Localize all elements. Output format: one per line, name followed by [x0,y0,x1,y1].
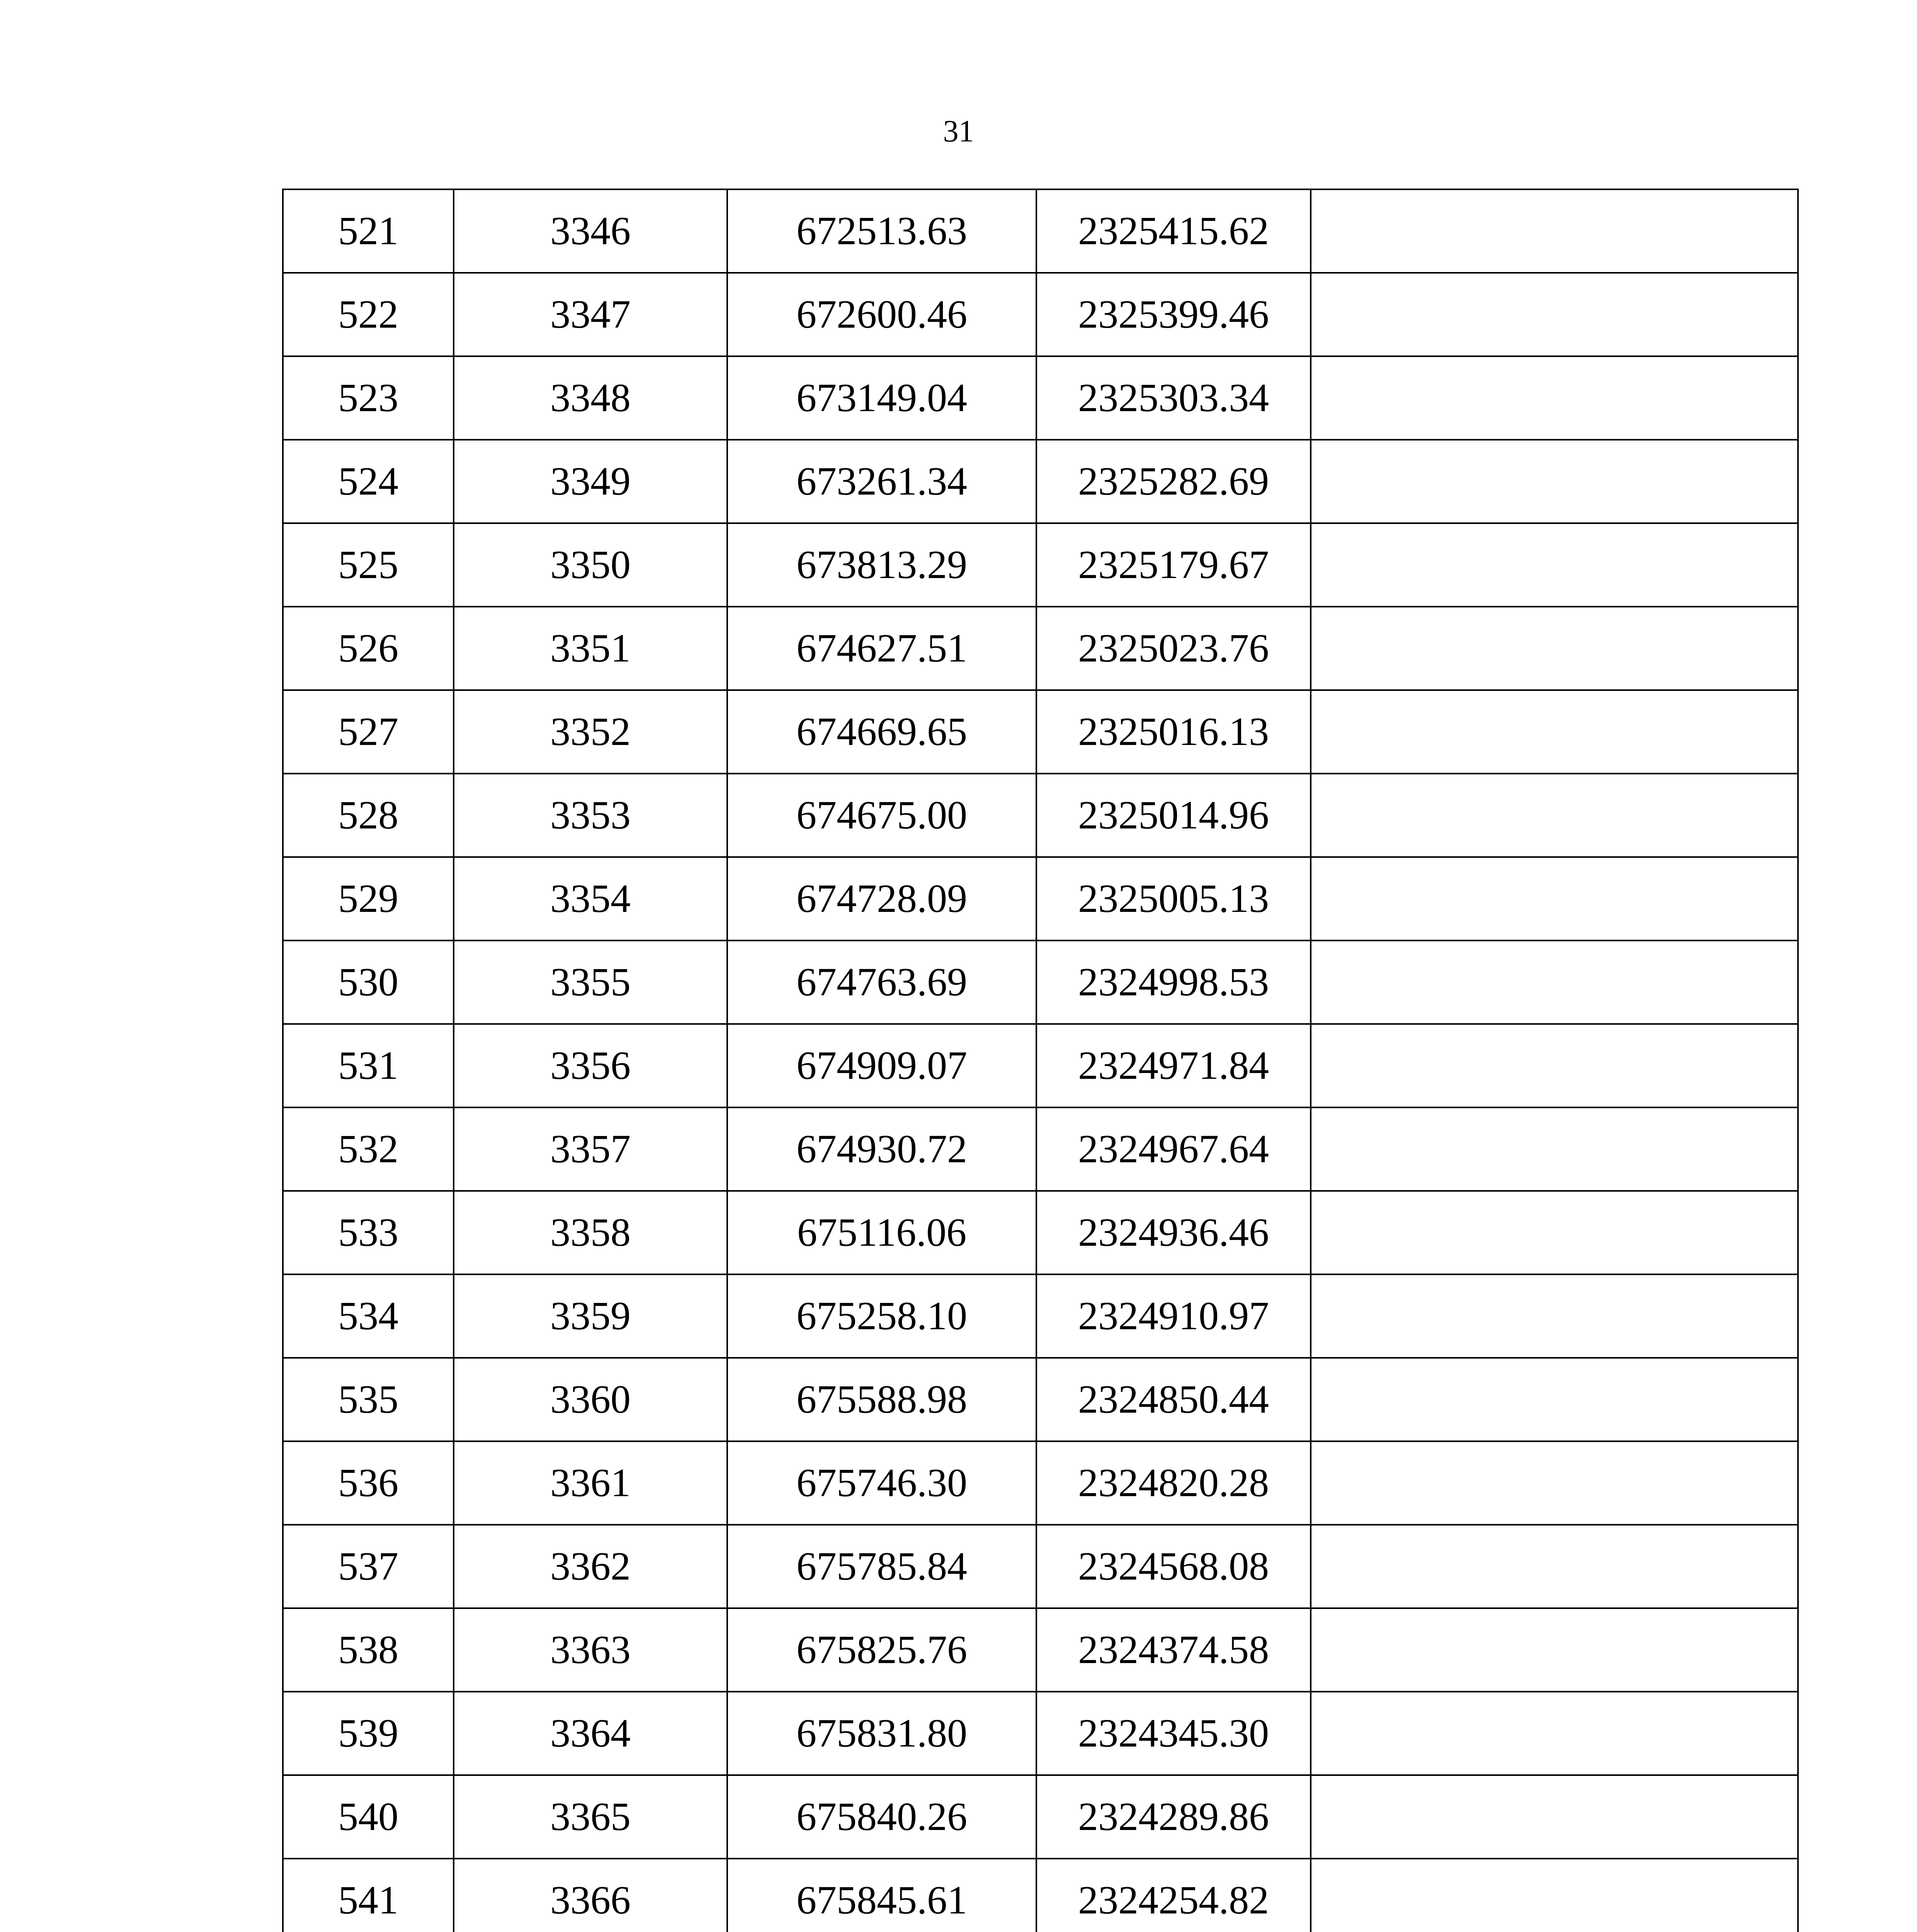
y-coordinate-cell: 2325014.96 [1036,774,1311,857]
x-coordinate-cell: 674627.51 [727,607,1036,690]
remark-cell [1311,189,1798,273]
y-coordinate-cell: 2324850.44 [1036,1358,1311,1441]
table-row [283,1024,1798,1107]
x-coordinate-cell: 674669.65 [727,690,1036,774]
point-index-cell: 521 [283,189,454,273]
remark-cell [1311,1608,1798,1692]
y-coordinate-cell: 2324910.97 [1036,1274,1311,1358]
point-id-cell: 3355 [454,940,727,1024]
point-index-cell: 538 [283,1608,454,1692]
remark-cell [1311,356,1798,440]
point-id-cell: 3348 [454,356,727,440]
x-coordinate-cell: 675116.06 [727,1191,1036,1274]
y-coordinate-cell: 2325282.69 [1036,440,1311,523]
x-coordinate-cell: 673813.29 [727,523,1036,607]
point-index-cell: 526 [283,607,454,690]
table-row [283,440,1798,523]
remark-cell [1311,273,1798,356]
table-row [283,273,1798,356]
remark-cell [1311,1775,1798,1859]
table-row [283,857,1798,940]
point-index-cell: 532 [283,1107,454,1191]
table-row [283,1358,1798,1441]
table-row [283,1525,1798,1608]
point-id-cell: 3357 [454,1107,727,1191]
point-id-cell: 3366 [454,1859,727,1932]
table-row [283,189,1798,273]
point-index-cell: 527 [283,690,454,774]
point-index-cell: 525 [283,523,454,607]
point-id-cell: 3360 [454,1358,727,1441]
x-coordinate-cell: 675588.98 [727,1358,1036,1441]
point-id-cell: 3347 [454,273,727,356]
page-number: 31 [943,114,974,148]
point-id-cell: 3349 [454,440,727,523]
y-coordinate-cell: 2324568.08 [1036,1525,1311,1608]
point-id-cell: 3361 [454,1441,727,1525]
table-row [283,690,1798,774]
remark-cell [1311,607,1798,690]
point-id-cell: 3350 [454,523,727,607]
y-coordinate-cell: 2325023.76 [1036,607,1311,690]
table-row [283,1775,1798,1859]
coordinate-table-body [283,189,1798,1932]
remark-cell [1311,940,1798,1024]
remark-cell [1311,1274,1798,1358]
table-row [283,523,1798,607]
point-index-cell: 529 [283,857,454,940]
x-coordinate-cell: 672513.63 [727,189,1036,273]
point-id-cell: 3359 [454,1274,727,1358]
remark-cell [1311,1525,1798,1608]
point-id-cell: 3352 [454,690,727,774]
remark-cell [1311,1191,1798,1274]
point-index-cell: 534 [283,1274,454,1358]
point-index-cell: 524 [283,440,454,523]
y-coordinate-cell: 2325415.62 [1036,189,1311,273]
table-row [283,1274,1798,1358]
point-id-cell: 3356 [454,1024,727,1107]
remark-cell [1311,1441,1798,1525]
point-index-cell: 528 [283,774,454,857]
y-coordinate-cell: 2325303.34 [1036,356,1311,440]
x-coordinate-cell: 672600.46 [727,273,1036,356]
remark-cell [1311,1107,1798,1191]
x-coordinate-cell: 675840.26 [727,1775,1036,1859]
x-coordinate-cell: 674728.09 [727,857,1036,940]
remark-cell [1311,1692,1798,1775]
x-coordinate-cell: 675746.30 [727,1441,1036,1525]
remark-cell [1311,774,1798,857]
x-coordinate-cell: 674763.69 [727,940,1036,1024]
point-id-cell: 3358 [454,1191,727,1274]
table-row [283,356,1798,440]
x-coordinate-cell: 675258.10 [727,1274,1036,1358]
remark-cell [1311,1358,1798,1441]
x-coordinate-cell: 674675.00 [727,774,1036,857]
point-id-cell: 3364 [454,1692,727,1775]
point-index-cell: 541 [283,1859,454,1932]
remark-cell [1311,440,1798,523]
point-id-cell: 3351 [454,607,727,690]
point-id-cell: 3354 [454,857,727,940]
point-index-cell: 536 [283,1441,454,1525]
remark-cell [1311,1859,1798,1932]
point-index-cell: 535 [283,1358,454,1441]
y-coordinate-cell: 2324971.84 [1036,1024,1311,1107]
remark-cell [1311,857,1798,940]
coordinate-table [282,189,1799,1932]
remark-cell [1311,523,1798,607]
y-coordinate-cell: 2325179.67 [1036,523,1311,607]
x-coordinate-cell: 675845.61 [727,1859,1036,1932]
point-index-cell: 539 [283,1692,454,1775]
x-coordinate-cell: 675831.80 [727,1692,1036,1775]
point-index-cell: 540 [283,1775,454,1859]
table-row [283,607,1798,690]
y-coordinate-cell: 2324820.28 [1036,1441,1311,1525]
x-coordinate-cell: 675785.84 [727,1525,1036,1608]
x-coordinate-cell: 675825.76 [727,1608,1036,1692]
y-coordinate-cell: 2324936.46 [1036,1191,1311,1274]
remark-cell [1311,1024,1798,1107]
x-coordinate-cell: 674930.72 [727,1107,1036,1191]
x-coordinate-cell: 673261.34 [727,440,1036,523]
point-id-cell: 3363 [454,1608,727,1692]
y-coordinate-cell: 2325016.13 [1036,690,1311,774]
table-row [283,1859,1798,1932]
point-id-cell: 3353 [454,774,727,857]
y-coordinate-cell: 2324345.30 [1036,1692,1311,1775]
point-index-cell: 530 [283,940,454,1024]
point-id-cell: 3346 [454,189,727,273]
y-coordinate-cell: 2324254.82 [1036,1859,1311,1932]
table-row [283,1107,1798,1191]
point-index-cell: 533 [283,1191,454,1274]
y-coordinate-cell: 2324374.58 [1036,1608,1311,1692]
y-coordinate-cell: 2324967.64 [1036,1107,1311,1191]
table-row [283,1191,1798,1274]
table-row [283,1608,1798,1692]
table-row [283,1441,1798,1525]
table-row [283,774,1798,857]
point-index-cell: 537 [283,1525,454,1608]
point-index-cell: 531 [283,1024,454,1107]
point-index-cell: 523 [283,356,454,440]
y-coordinate-cell: 2325399.46 [1036,273,1311,356]
x-coordinate-cell: 673149.04 [727,356,1036,440]
remark-cell [1311,690,1798,774]
y-coordinate-cell: 2324289.86 [1036,1775,1311,1859]
point-id-cell: 3365 [454,1775,727,1859]
table-row [283,1692,1798,1775]
point-id-cell: 3362 [454,1525,727,1608]
table-row [283,940,1798,1024]
y-coordinate-cell: 2324998.53 [1036,940,1311,1024]
x-coordinate-cell: 674909.07 [727,1024,1036,1107]
point-index-cell: 522 [283,273,454,356]
y-coordinate-cell: 2325005.13 [1036,857,1311,940]
